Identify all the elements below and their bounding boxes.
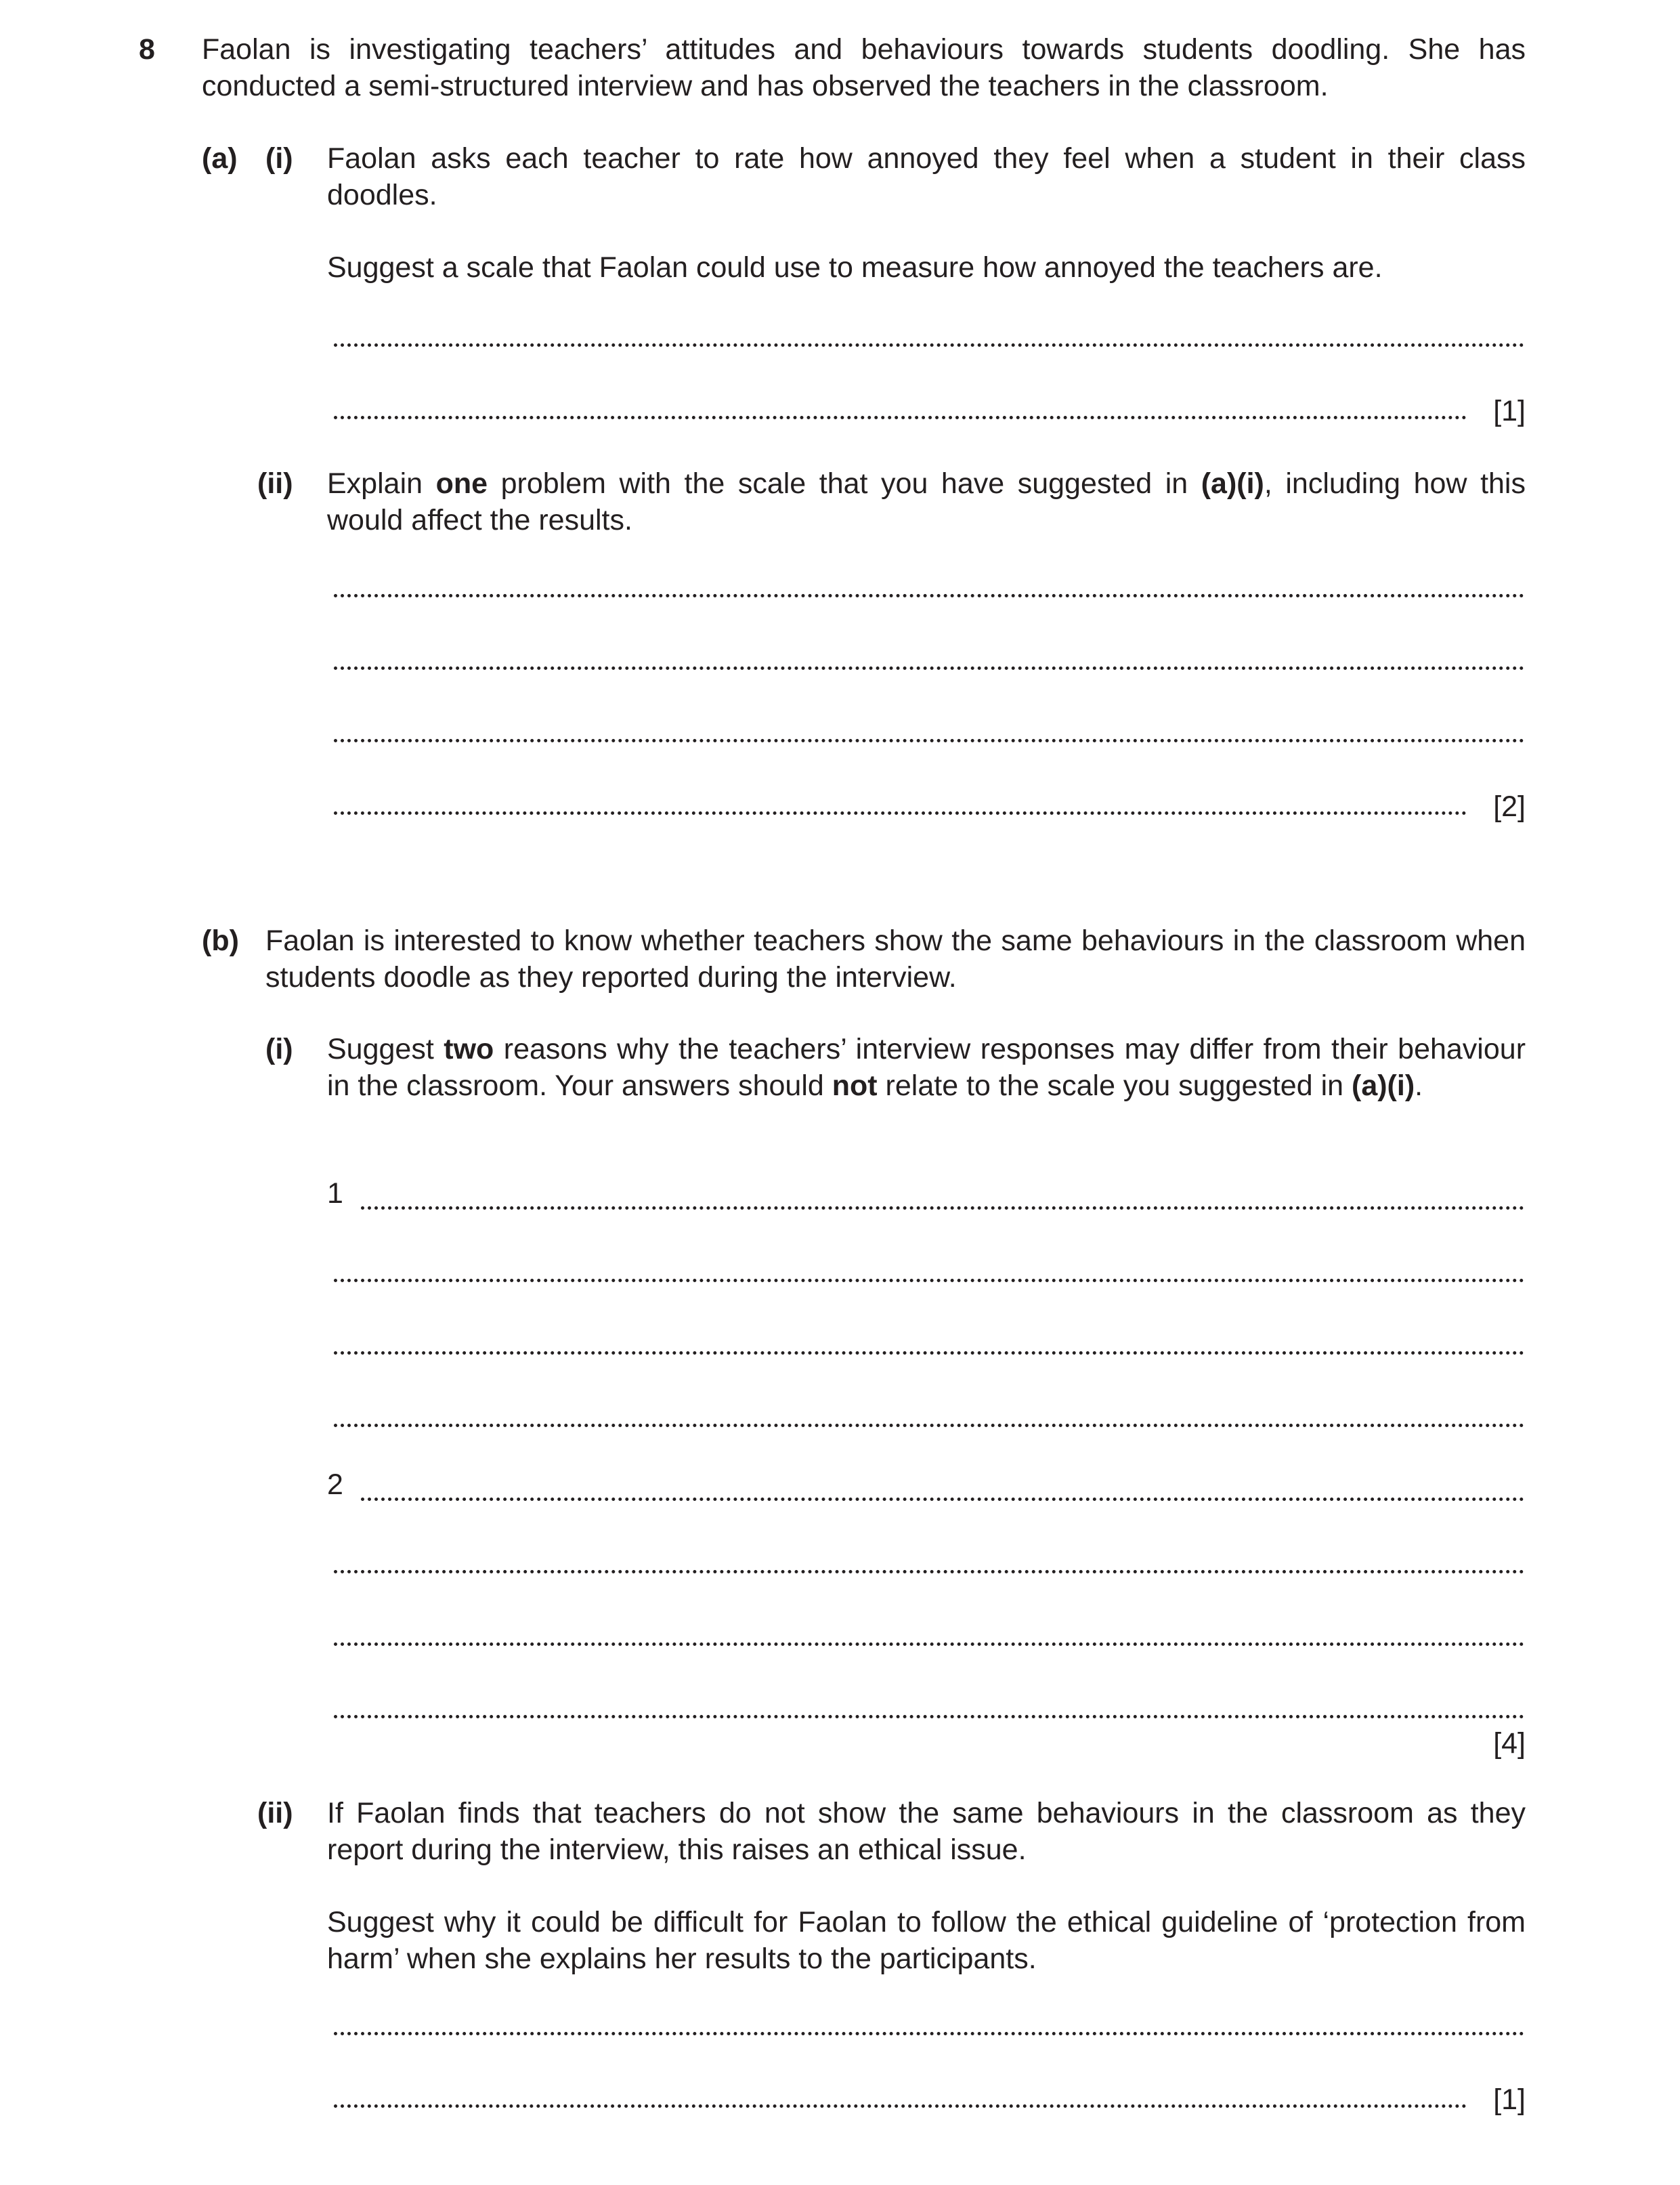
- mark-allocation: [4]: [1493, 1727, 1526, 1760]
- answer-line[interactable]: [334, 1351, 1524, 1355]
- part-b-i-label: (i): [265, 1033, 293, 1065]
- mark-allocation: [2]: [1493, 790, 1526, 823]
- answer-line[interactable]: [334, 2104, 1467, 2108]
- mark-allocation: [1]: [1493, 395, 1526, 427]
- part-b-label: (b): [202, 925, 239, 957]
- part-a-ii-label: (ii): [257, 467, 293, 500]
- answer-line[interactable]: [334, 739, 1524, 742]
- part-a-ii-text: Explain one problem with the scale that you have suggested in (a)(i), including how this would affect the results.: [327, 467, 1526, 536]
- answer-line[interactable]: [361, 1498, 1524, 1501]
- answer-line[interactable]: [334, 416, 1467, 419]
- part-a-i-prompt: Suggest a scale that Faolan could use to measure how annoyed the teachers are.: [327, 251, 1383, 284]
- part-b-ii-text: If Faolan finds that teachers do not show the same behaviours in the classroom as they report during the interview, this raises an ethical issue.: [327, 1797, 1526, 1866]
- mark-allocation: [1]: [1493, 2083, 1526, 2116]
- answer-line[interactable]: [334, 1279, 1524, 1282]
- part-b-intro: Faolan is interested to know whether teachers show the same behaviours in the classroom when students doodle as they reported during the interview.: [265, 925, 1526, 994]
- answer-number: 2: [327, 1468, 343, 1501]
- part-a-i-label: (i): [265, 142, 293, 175]
- answer-number: 1: [327, 1177, 343, 1210]
- part-a-label: (a): [202, 142, 238, 175]
- answer-line[interactable]: [334, 666, 1524, 670]
- answer-line[interactable]: [334, 1570, 1524, 1573]
- part-b-i-text: Suggest two reasons why the teachers’ interview responses may differ from their behaviour in the classroom. Your answers should not relate to the scale you suggested in (a)(i).: [327, 1033, 1526, 1102]
- answer-line[interactable]: [334, 1424, 1524, 1427]
- part-b-ii-prompt: Suggest why it could be difficult for Faolan to follow the ethical guideline of ‘protection from harm’ when she explains her results to the participants.: [327, 1906, 1526, 1975]
- part-a-i-text: Faolan asks each teacher to rate how annoyed they feel when a student in their class doodles.: [327, 142, 1526, 211]
- answer-line[interactable]: [361, 1206, 1524, 1210]
- question-intro: Faolan is investigating teachers’ attitudes and behaviours towards students doodling. She has conducted a semi-structured interview and has observed the teachers in the classroom.: [202, 33, 1526, 102]
- question-number: 8: [139, 33, 155, 66]
- answer-line[interactable]: [334, 594, 1524, 597]
- answer-line[interactable]: [334, 2032, 1524, 2035]
- answer-line[interactable]: [334, 1642, 1524, 1646]
- part-b-ii-label: (ii): [257, 1797, 293, 1829]
- answer-line[interactable]: [334, 811, 1467, 815]
- answer-line[interactable]: [334, 343, 1524, 347]
- answer-line[interactable]: [334, 1715, 1524, 1718]
